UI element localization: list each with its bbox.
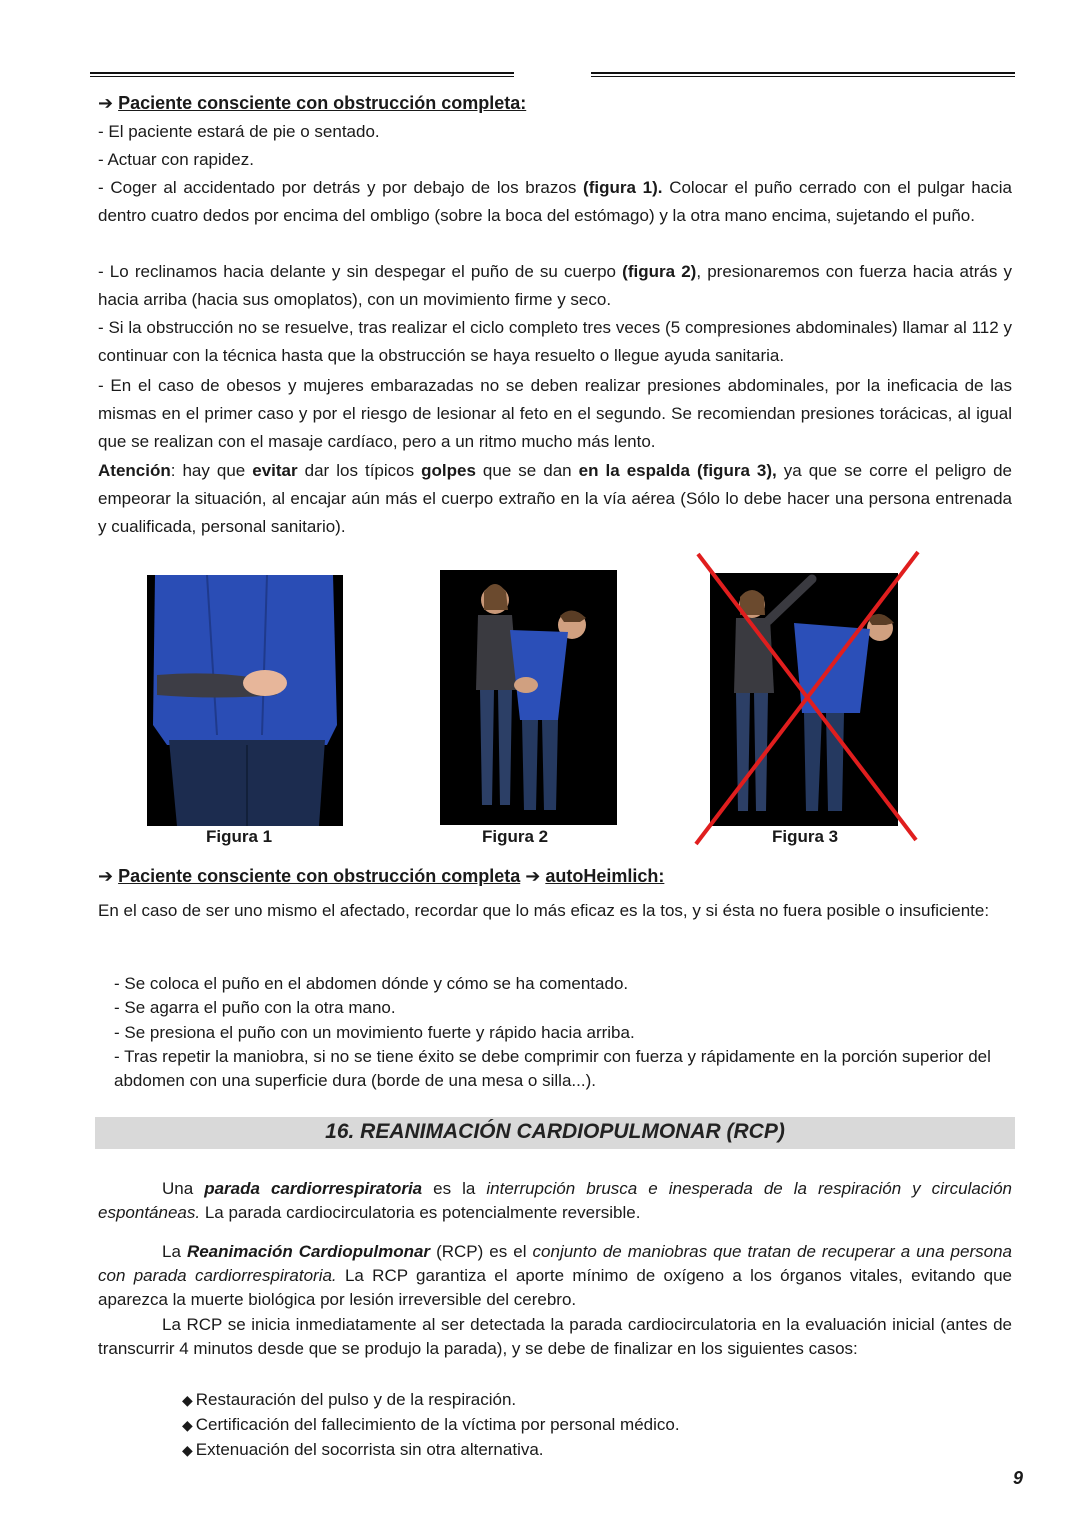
- paragraph-rcp-start: La RCP se inicia inmediatamente al ser detectada la parada cardiocirculatoria en la evaluación inicial (antes de transcurrir 4 minutos desde que se produjo la parada), y se debe de finalizar en los siguientes casos:: [98, 1315, 1012, 1358]
- paragraph-not-resolved: - Si la obstrucción no se resuelve, tras realizar el ciclo completo tres veces (5 compresiones abdominales) llamar al 112 y continuar con la técnica hasta que la obstrucción se haya resuelto o llegue ayuda sanitaria.: [98, 318, 1012, 365]
- bullet-line: - El paciente estará de pie o sentado.: [98, 122, 380, 141]
- diamond-bullet-icon: ◆: [182, 1417, 193, 1433]
- header-rule-right: [591, 72, 1015, 77]
- diamond-bullet-icon: ◆: [182, 1442, 193, 1458]
- paragraph-attention: Atención: hay que evitar dar los típicos golpes que se dan en la espalda (figura 3), ya que se corre el peligro de empeorar la situación, al encajar aún más el cuerpo extraño en la vía aérea (Sólo lo debe hacer una persona entrenada y cualificada, personal sanitario).: [98, 461, 1012, 536]
- autoheimlich-step: - Se coloca el puño en el abdomen dónde y cómo se ha comentado.: [114, 974, 629, 993]
- arrow-right-icon: ➔: [525, 866, 541, 886]
- autoheimlich-step: - Tras repetir la maniobra, si no se tiene éxito se debe comprimir con fuerza y rápidamente en la porción superior del abdomen con una superficie dura (borde de una mesa o silla...).: [114, 1047, 991, 1090]
- section-banner: [95, 1117, 1015, 1149]
- figure-3-caption: Figura 3: [772, 827, 839, 846]
- diamond-bullet-icon: ◆: [182, 1392, 193, 1408]
- paragraph-parada: Una parada cardiorrespiratoria es la interrupción brusca e inesperada de la respiración y circulación espontáneas. La parada cardiocirculatoria es potencialmente reversible.: [98, 1179, 1012, 1222]
- rcp-end-case: ◆ Restauración del pulso y de la respiración.: [182, 1390, 517, 1409]
- bullet-line: - Actuar con rapidez.: [98, 150, 254, 169]
- header-rule-left: [90, 72, 514, 77]
- figure-2-caption: Figura 2: [482, 827, 549, 846]
- autoheimlich-intro: En el caso de ser uno mismo el afectado, recordar que lo más eficaz es la tos, y si ésta no fuera posible o insuficiente:: [98, 901, 990, 920]
- paragraph-obese-pregnant: - En el caso de obesos y mujeres embarazadas no se deben realizar presiones abdominales, por la ineficacia de las mismas en el primer caso y por el riesgo de lesionar al feto en el segundo. Se recomiendan presiones torácicas, al igual que se realizan con el masaje cardíaco, pero a un ritmo mucho más lento.: [98, 376, 1012, 451]
- autoheimlich-step: - Se agarra el puño con la otra mano.: [114, 998, 396, 1017]
- paragraph-recline: - Lo reclinamos hacia delante y sin despegar el puño de su cuerpo (figura 2), presionaremos con fuerza hacia atrás y hacia arriba (hacia sus omoplatos), con un movimiento firme y seco.: [98, 262, 1012, 309]
- section-heading-obstruction: ➔ Paciente consciente con obstrucción completa:: [98, 93, 527, 113]
- section-title: 16. REANIMACIÓN CARDIOPULMONAR (RCP): [325, 1120, 785, 1143]
- rcp-end-case: ◆ Certificación del fallecimiento de la víctima por personal médico.: [182, 1415, 680, 1434]
- figure-2-image: [440, 570, 617, 825]
- arrow-right-icon: ➔: [98, 866, 114, 886]
- page-number: 9: [1012, 1468, 1023, 1488]
- figure-1-image: [147, 575, 343, 826]
- section-heading-autoheimlich: ➔ Paciente consciente con obstrucción completa ➔ autoHeimlich:: [98, 866, 665, 886]
- paragraph-grab: - Coger al accidentado por detrás y por debajo de los brazos (figura 1). Colocar el puño cerrado con el pulgar hacia dentro cuatro dedos por encima del ombligo (sobre la boca del estómago) y la otra mano encima, sujetando el puño.: [98, 178, 1012, 225]
- arrow-right-icon: ➔: [98, 93, 114, 113]
- autoheimlich-step: - Se presiona el puño con un movimiento fuerte y rápido hacia arriba.: [114, 1023, 635, 1042]
- prohibited-cross-icon: [690, 548, 922, 848]
- rcp-end-case: ◆ Extenuación del socorrista sin otra alternativa.: [182, 1440, 544, 1459]
- figure-1-caption: Figura 1: [206, 827, 273, 846]
- paragraph-rcp-definition: La Reanimación Cardiopulmonar (RCP) es el conjunto de maniobras que tratan de recuperar a una persona con parada cardiorrespiratoria. La RCP garantiza el aporte mínimo de oxígeno a los órganos vitales, evitando que aparezca la muerte biológica por lesión irreversible del cerebro.: [98, 1242, 1013, 1309]
